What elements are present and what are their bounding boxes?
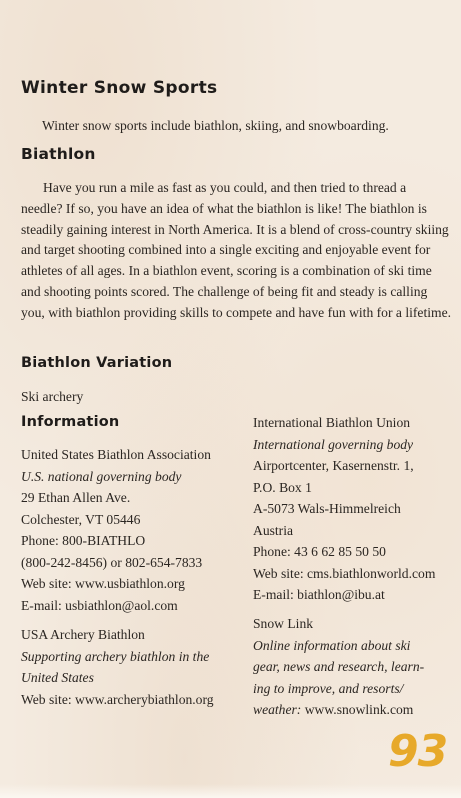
org-phone: Phone: 43 6 62 85 50 50: [253, 544, 386, 559]
page-number: 93: [388, 726, 448, 777]
org-address: Colchester, VT 05446: [21, 511, 141, 527]
org-role: United States: [21, 670, 94, 685]
org-email: E-mail: biathlon@ibu.at: [253, 587, 385, 602]
org-description: ing to improve, and resorts/: [253, 680, 404, 696]
org-website: Web site: www.archerybiathlon.org: [21, 691, 214, 707]
org-website: www.snowlink.com: [304, 702, 414, 717]
org-website: Web site: cms.biathlonworld.com: [253, 565, 436, 581]
page-edge: [0, 784, 461, 798]
org-email: E-mail: usbiathlon@aol.com: [21, 597, 178, 613]
org-name: Snow Link: [253, 616, 314, 631]
org-description: Online information about ski: [253, 637, 411, 653]
section-heading-winter-snow-sports: Winter Snow Sports: [21, 78, 218, 98]
org-address: P.O. Box 1: [253, 479, 312, 495]
org-address: 29 Ethan Allen Ave.: [21, 490, 131, 505]
section-heading-biathlon: Biathlon: [21, 145, 96, 163]
org-role: International governing body: [253, 436, 414, 452]
org-address: A-5073 Wals-Himmelreich: [253, 501, 401, 516]
org-description-last: [253, 699, 424, 721]
org-description: weather:: [253, 702, 302, 717]
org-name: USA Archery Biathlon: [21, 627, 145, 642]
org-ibu: [253, 412, 435, 606]
org-address: Airportcenter, Kasernenstr. 1,: [253, 458, 414, 473]
biathlon-paragraph: Have you run a mile as fast as you could, and then tried to thread a needle? If so, you have an idea of what the biathlon is like! The biathlon is steadily gaining interest in North America. It is a blend of cross-country skiing and target shooting combined into a single exciting and enjoyable event for athletes of all ages. In a biathlon event, scoring is a combination of ski time and shooting points scored. The challenge of being fit and steady is calling you, with biathlon providing skills to compete and have fun with for a lifetime.: [21, 180, 452, 320]
org-role: U.S. national governing body: [21, 468, 182, 484]
org-name: United States Biathlon Association: [21, 447, 211, 462]
org-snow-link: [253, 613, 424, 721]
org-usba: [21, 444, 211, 616]
org-usa-archery-biathlon: [21, 624, 214, 710]
org-role: Supporting archery biathlon in the: [21, 648, 210, 664]
section-heading-biathlon-variation: Biathlon Variation: [21, 355, 173, 371]
org-name: International Biathlon Union: [253, 415, 411, 430]
variation-item: Ski archery: [21, 389, 84, 404]
org-phone: Phone: 800-BIATHLO: [21, 533, 146, 548]
org-phone: (800-242-8456) or 802-654-7833: [21, 554, 203, 570]
org-address: Austria: [253, 522, 294, 538]
section-heading-information: Information: [21, 414, 120, 430]
org-website: Web site: www.usbiathlon.org: [21, 576, 185, 591]
intro-paragraph: Winter snow sports include biathlon, skiing, and snowboarding.: [42, 118, 389, 133]
org-description: gear, news and research, learn-: [253, 659, 425, 674]
